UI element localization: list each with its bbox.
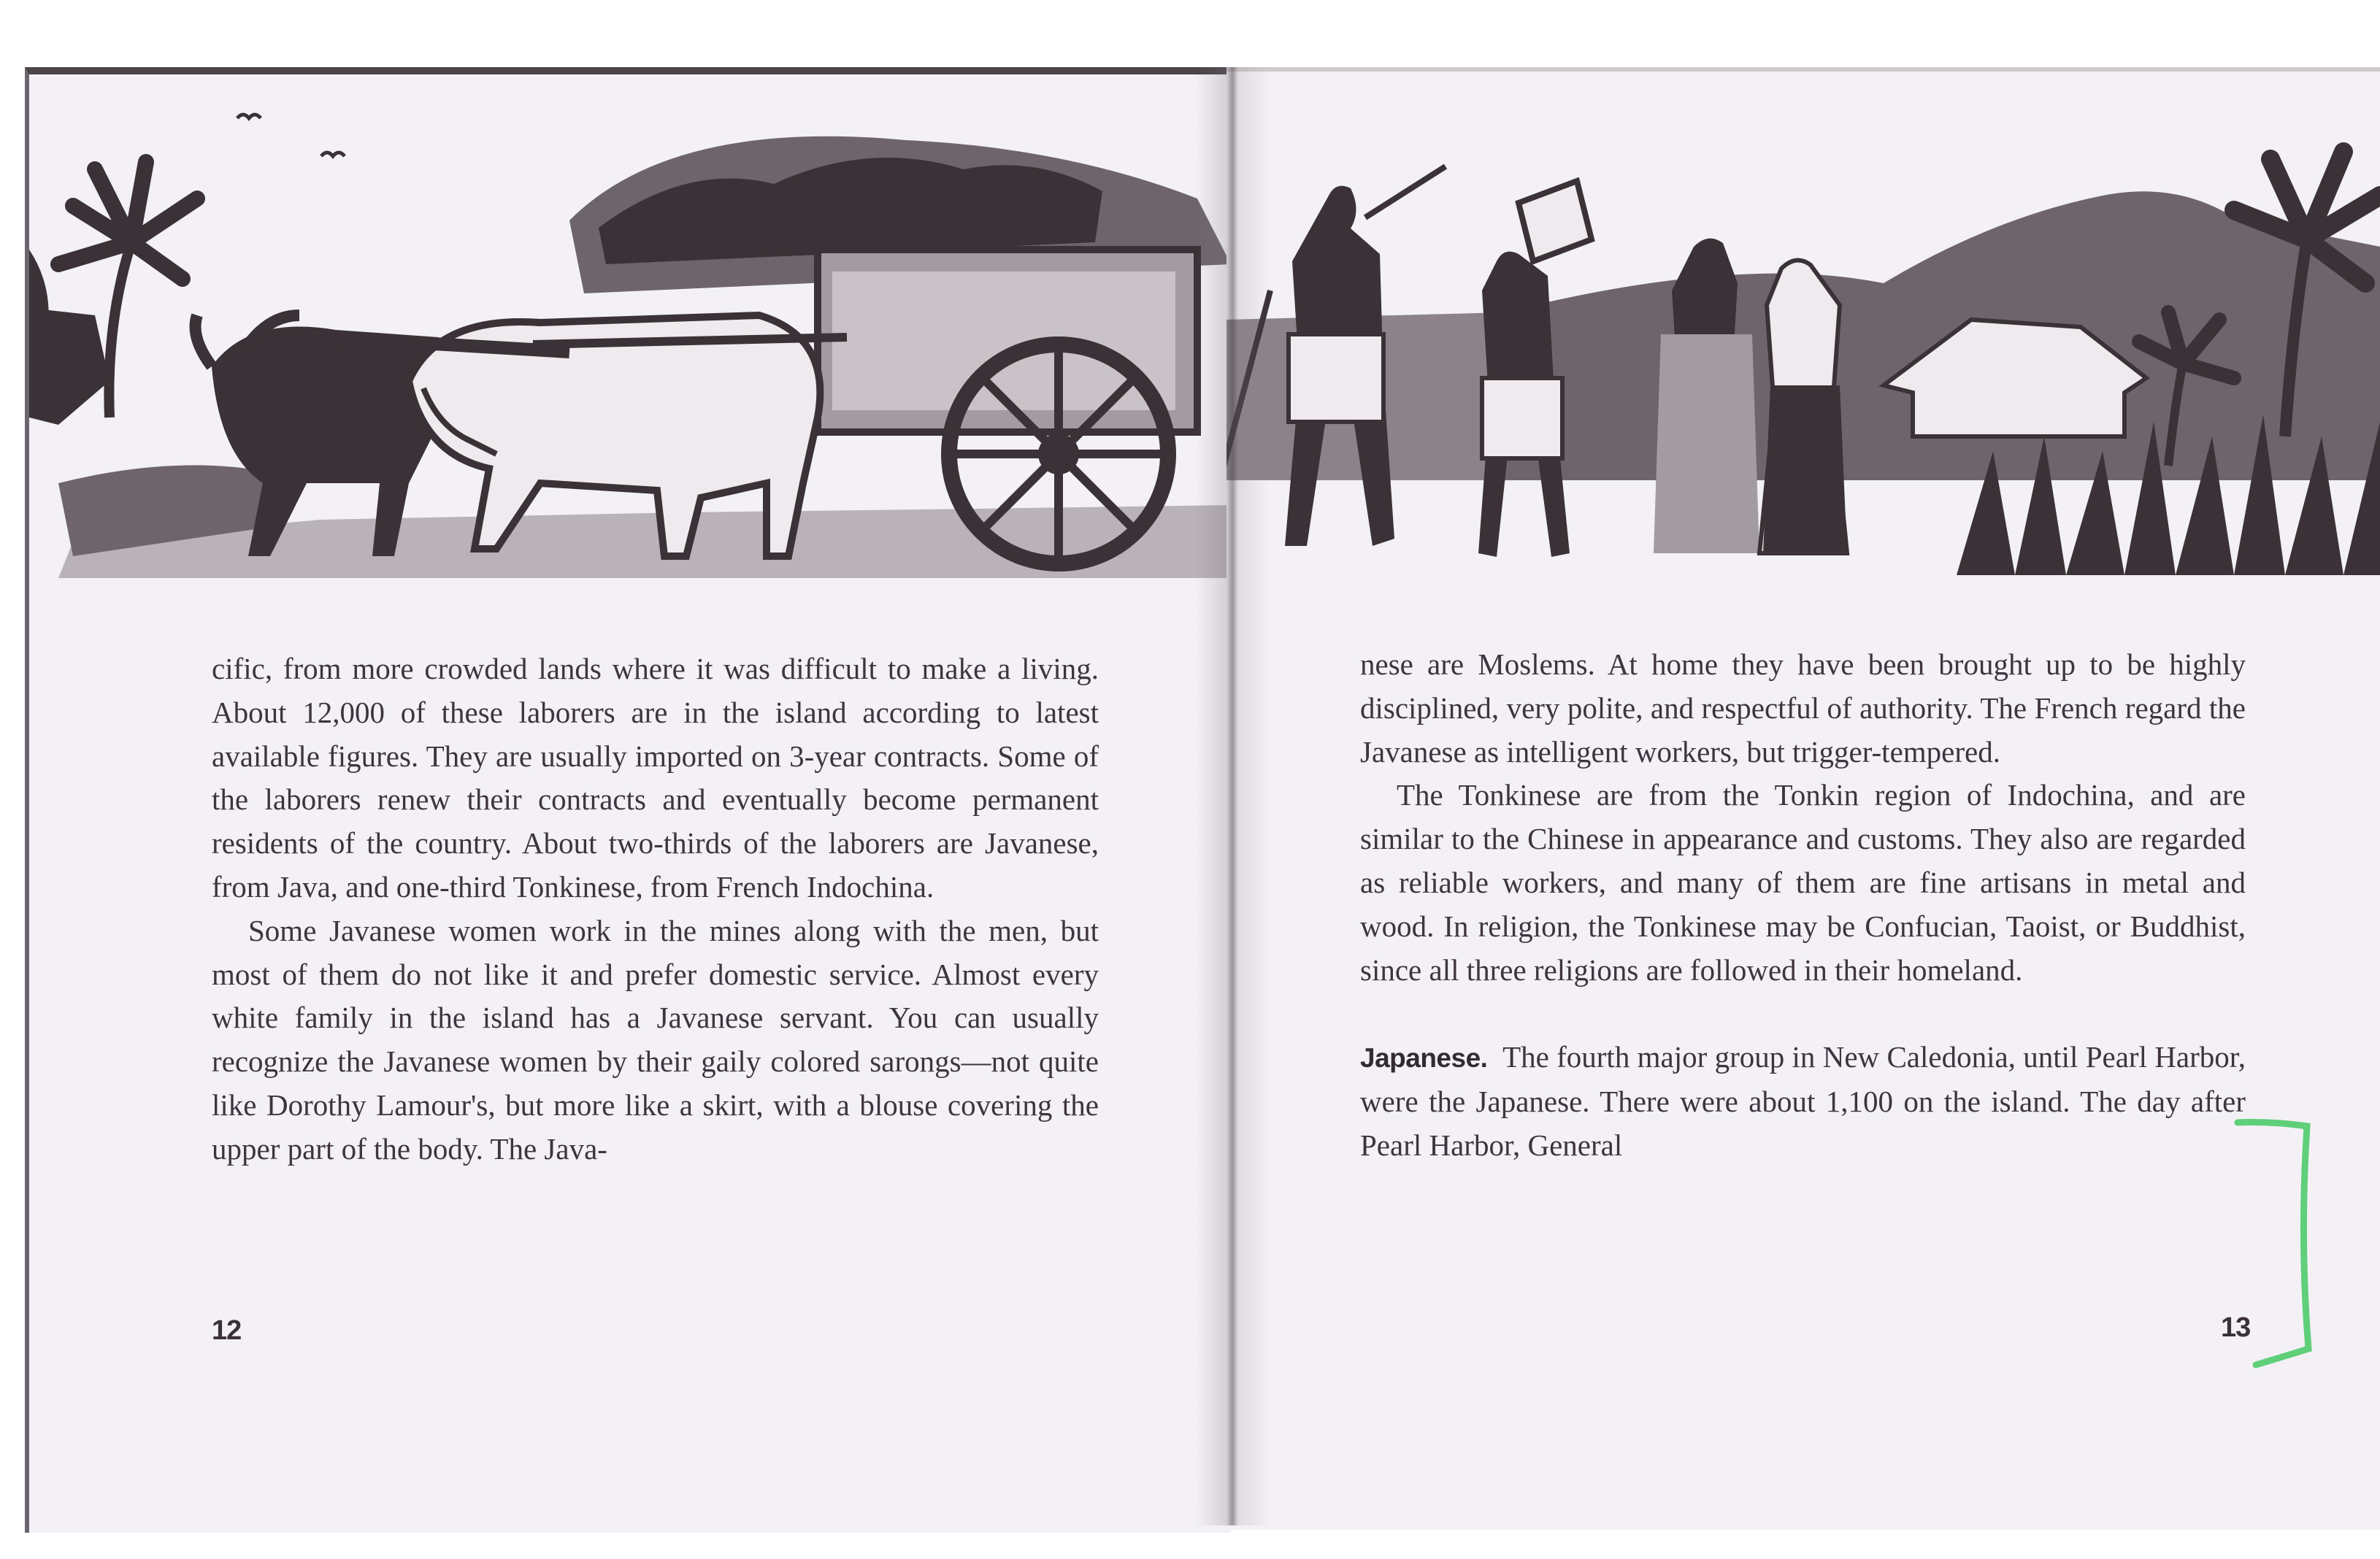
paragraph: The Tonkinese are from the Tonkin region of Indochina, and are similar to the Chinese in appearance and customs. They also are regarded as reliable workers, and many of them are fine artisans in metal and wood. In religion, the Tonkinese may be Confucian, Taoist, or Buddhist, since all three religions are followed in their homeland. bbox=[1360, 778, 2246, 987]
book-gutter bbox=[1196, 67, 1269, 1525]
page-number: 13 bbox=[2221, 1312, 2251, 1343]
section-text: The fourth major group in New Caledonia, until Pearl Harbor, were the Japanese. There were about 1,100 on the island. The day after Pearl Harbor, General bbox=[1360, 1040, 2246, 1162]
paragraph: cific, from more crowded lands where it was difficult to make a living. About 12,000 of these laborers are in the island according to latest available figures. They are usually imported on 3-year contracts. Some of the laborers renew their contracts and eventually become permanent residents of the country. About two-thirds of the laborers are Javanese, from Java, and one-third Tonkinese, from French Indochina. bbox=[212, 652, 1099, 904]
book-spread bbox=[25, 67, 2380, 1525]
illustration-villagers bbox=[1227, 72, 2380, 582]
paragraph: nese are Moslems. At home they have been brought up to be highly disciplined, very polite, and respectful of authority. The French regard the Javanese as intelligent workers, but trigger-tempered. bbox=[1360, 647, 2246, 769]
japanese-section bbox=[1360, 1036, 2246, 1167]
paragraph: Some Javanese women work in the mines along with the men, but most of them do not like it and prefer domestic service. Almost every white family in the island has a Javanese servant. You can usually recognize the Javanese women by their gaily colored sarongs—not quite like Dorothy Lamour's, but more like a skirt, with a blouse covering the upper part of the body. The Java- bbox=[212, 913, 1099, 1166]
illustration-oxcart bbox=[29, 74, 1231, 585]
page-number: 12 bbox=[212, 1315, 242, 1346]
right-text-column bbox=[1360, 643, 2246, 1168]
left-page bbox=[25, 67, 1231, 1533]
section-heading: Japanese. bbox=[1360, 1043, 1488, 1074]
right-page bbox=[1227, 67, 2380, 1530]
green-bracket-annotation bbox=[2227, 1108, 2329, 1371]
left-text-column bbox=[212, 647, 1099, 1171]
